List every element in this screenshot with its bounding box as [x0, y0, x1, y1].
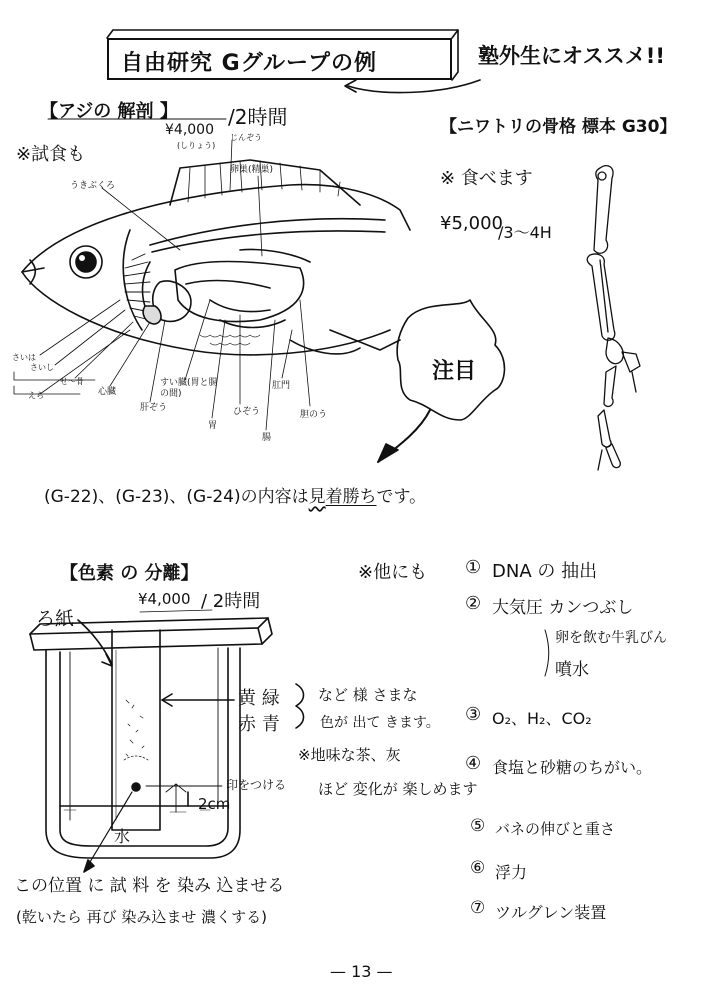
others-item-num: ⑥ — [470, 858, 486, 878]
niwatori-price: ¥5,000 — [440, 213, 503, 234]
title-note: 塾外生にオススメ!! — [478, 44, 665, 68]
others-heading: ※他にも — [358, 562, 428, 583]
colors-desc-2: 色が 出て きます。 — [320, 715, 440, 731]
aji-note: ※試食も — [16, 144, 86, 165]
others-item-text: 浮力 — [495, 863, 528, 882]
others-item-text: 卵を飲む牛乳びん — [555, 630, 667, 646]
aji-heading: 【アジの 解剖 】 — [40, 101, 178, 122]
groups-prefix: (G-22)、(G-23)、(G-24)の内容は — [44, 487, 309, 507]
shikiso-price: ¥4,000 — [138, 590, 191, 608]
chromatography-drawing — [30, 618, 304, 872]
label-ransou: 卵巣(精巣) — [230, 165, 274, 175]
paper-label: ろ紙 — [36, 608, 75, 630]
label-hizou: ひぞう — [233, 407, 261, 417]
others-item-text: ツルグレン装置 — [495, 903, 607, 922]
page-number: — 13 — — [330, 962, 393, 981]
colors-desc-1: など 様 さまな — [318, 686, 418, 704]
label-saiha2: さいし — [30, 363, 54, 372]
water-label: 水 — [114, 827, 131, 846]
label-saiha1: さいは — [12, 353, 36, 362]
aji-price: ¥4,000 — [165, 122, 214, 138]
label-ukibukuro: うきぶくろ — [70, 181, 116, 191]
mark-label: 印をつける — [226, 778, 287, 792]
colors-2: 赤 青 — [238, 714, 280, 735]
groups-emph-2: 着 — [325, 487, 343, 507]
niwatori-heading: 【ニワトリの骨格 標本 G30】 — [440, 117, 677, 137]
groups-emph-1: 見 — [308, 487, 326, 507]
niwatori-note: ※ 食べます — [440, 168, 533, 189]
attention-burst — [378, 300, 504, 462]
others-item-num: ⑤ — [470, 816, 486, 836]
shikiso-note-1: ※地味な茶、灰 — [298, 746, 401, 764]
page-title: 自由研究 Gグループの例 — [121, 51, 377, 76]
label-jinzou: じんぞう — [230, 133, 262, 142]
others-item-text: 大気圧 カンつぶし — [492, 598, 634, 618]
aji-price-note: (しりょう) — [177, 141, 216, 150]
others-item-num: ③ — [465, 704, 482, 725]
groups-suffix: です。 — [376, 487, 427, 507]
sample-note-1: この位置 に 試 料 を 染み 込ませる — [14, 876, 285, 896]
niwatori-duration: /3～4H — [498, 223, 552, 242]
others-item-text: 食塩と砂糖のちがい。 — [492, 758, 653, 777]
label-koumon: 肛門 — [272, 381, 291, 391]
chicken-bones-drawing — [587, 166, 640, 470]
aji-duration: /2時間 — [228, 105, 288, 129]
groups-emph-3: 勝ち — [342, 487, 377, 507]
label-kanzou: 肝ぞう — [140, 403, 168, 413]
label-erabuta: えら — [28, 391, 44, 400]
distance-label: 2cm — [198, 795, 231, 813]
label-i: 胃 — [208, 421, 218, 431]
others-item-text: O₂、H₂、CO₂ — [492, 709, 592, 728]
others-item-text: バネの伸びと重さ — [495, 820, 616, 838]
shikiso-duration: / 2時間 — [201, 591, 261, 612]
shikiso-heading: 【色素 の 分離】 — [60, 563, 199, 584]
shikiso-note-2: ほど 変化が 楽しめます — [318, 780, 478, 798]
others-item-num: ④ — [465, 753, 482, 774]
colors-1: 黄 緑 — [238, 688, 280, 709]
label-tannou: 胆のう — [300, 410, 328, 420]
others-item-num: ⑦ — [470, 898, 486, 918]
others-item-num: ① — [465, 557, 482, 578]
others-item-text: DNA の 抽出 — [492, 561, 598, 582]
label-sebone: せ～骨 — [60, 377, 84, 386]
others-item-num: ② — [465, 593, 482, 614]
label-shinzou: 心臓 — [98, 387, 117, 397]
sample-note-2: (乾いたら 再び 染み込ませ 濃くする) — [16, 908, 268, 926]
label-suizou: すい臓(胃と腸の間) — [160, 378, 218, 399]
label-chou: 腸 — [262, 433, 272, 443]
others-item-text: 噴水 — [555, 660, 589, 680]
fish-drawing — [14, 140, 410, 430]
attention-label: 注目 — [432, 359, 477, 384]
